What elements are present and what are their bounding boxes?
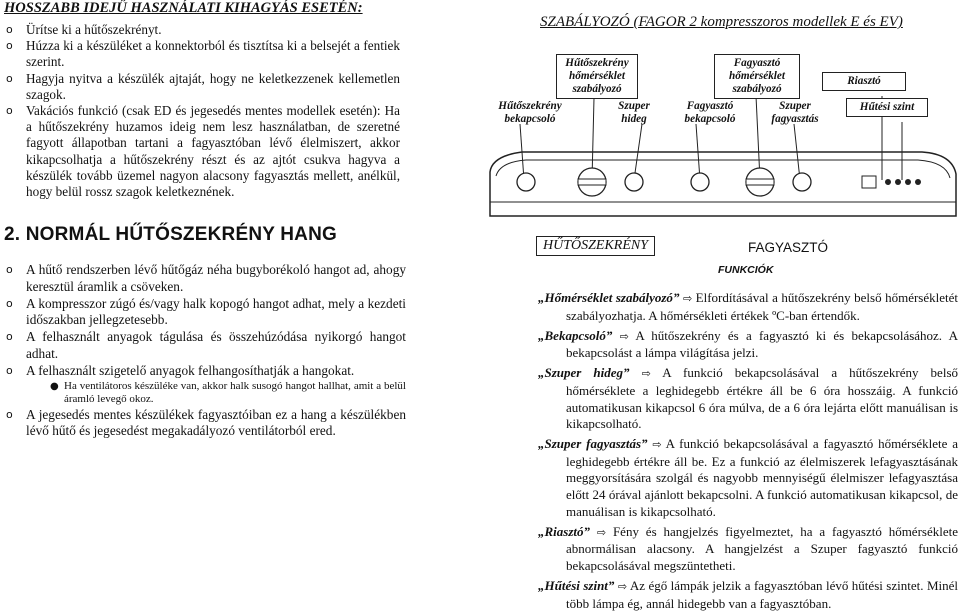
fridge-heading: HŰTŐSZEKRÉNY <box>536 236 655 256</box>
freezer-heading: FAGYASZTÓ <box>748 240 829 255</box>
list-item: o A kompresszor zúgó és/vagy halk kopogó hangot adhat, mely a kezdeti időszakban jellegzetesebb. <box>6 295 406 328</box>
label-super-freeze: Szuper fagyasztás <box>771 100 819 125</box>
arrow-right-icon: ⇨ <box>652 438 662 452</box>
dot-bullet-icon: ● <box>50 380 59 392</box>
ring-bullet-icon: o <box>6 39 13 53</box>
arrow-right-icon: ⇨ <box>682 292 693 305</box>
list-item: o A hűtő rendszerben lévő hűtőgáz néha bugyborékoló hangot ad, ahogy keresztül áramlik a csöveken. <box>6 262 406 294</box>
label-cooling-level: Hűtési szint <box>846 98 928 117</box>
ring-bullet-icon: o <box>6 263 13 276</box>
arrow-right-icon: ⇨ <box>596 525 607 539</box>
function-term: „Hűtési szint” <box>538 578 615 593</box>
list-item: o A felhasznált szigetelő anyagok felhangosíthatják a hangokat. ● Ha ventilátoros készüléke van, akkor halk susogó hangot hallhat, amit a belül áramló levegő okoz. <box>6 362 406 406</box>
controller-title: SZABÁLYOZÓ (FAGOR 2 kompresszoros modellek E és EV) <box>540 14 903 30</box>
label-fridge-switch: Hűtőszekrény bekapcsoló <box>498 100 562 125</box>
list-item: o Húzza ki a készüléket a konnektorból és tisztítsa ki a belsejét a fentiek szerint. <box>6 38 400 70</box>
function-item: „Szuper hideg” ⇨ A funkció bekapcsolásával a hűtőszekrény belső hőmérséklete a leghidegebb értékre áll be 6 óra hosszáig. A funkció automatikusan kikapcsol 6 óra múlva, de a 6 óra lejárta előtt manuálisan is kikapcsolható. <box>538 365 958 432</box>
function-item: „Hőmérséklet szabályozó” ⇨ Elfordításával a hűtőszekrény belső hőmérsékletét szabályozhatja. A hőmérsékleti értékek ºC-ban értendők. <box>538 290 958 323</box>
list-item: o Hagyja nyitva a készülék ajtaját, hogy ne keletkezzenek kellemetlen szagok. <box>6 70 400 102</box>
function-term: „Szuper hideg” <box>538 365 630 381</box>
ring-bullet-icon: o <box>6 104 13 118</box>
function-item: „Bekapcsoló” ⇨ A hűtőszekrény és a fagyasztó ki és bekapcsolásához. A bekapcsolást a lámpa világítása jelzi. <box>538 327 958 361</box>
page-heading: HOSSZABB IDEJŰ HASZNÁLATI KIHAGYÁS ESETÉN: <box>4 0 363 16</box>
ring-bullet-icon: o <box>6 296 13 310</box>
arrow-right-icon: ⇨ <box>617 580 628 593</box>
function-term: „Hőmérséklet szabályozó” <box>538 290 680 305</box>
list-item: o A jegesedés mentes készülékek fagyasztóiban ez a hang a készülékben lévő hűtő és jegesedést megakadályozó ventilátorból ered. <box>6 406 406 439</box>
sub-list <box>26 380 406 407</box>
ring-bullet-icon: o <box>6 71 13 85</box>
label-freezer-thermostat: Fagyasztó hőmérséklet szabályozó <box>714 54 800 99</box>
label-fridge-thermostat: Hűtőszekrény hőmérséklet szabályozó <box>556 54 638 99</box>
function-term: „Riasztó” <box>538 523 591 539</box>
label-super-cool: Szuper hideg <box>618 100 650 125</box>
list-item: o Ürítse ki a hűtőszekrényt. <box>6 22 162 37</box>
function-term: „Szuper fagyasztás” <box>538 436 648 452</box>
ring-bullet-icon: o <box>6 23 13 36</box>
function-item: „Riasztó” ⇨ Fény és hangjelzés figyelmeztet, ha a fagyasztó hőmérséklete abnormálisan alacsony. A hangjelzést a Szuper fagyasztó funkció bekapcsolásával megszüntetheti. <box>538 523 958 573</box>
label-freezer-switch: Fagyasztó bekapcsoló <box>684 100 736 125</box>
functions-heading: FUNKCIÓK <box>718 264 774 276</box>
label-alarm: Riasztó <box>822 72 906 91</box>
function-item: „Szuper fagyasztás” ⇨ A funkció bekapcsolásával a fagyasztó hőmérséklete a leghidegebb értékre áll be. Ez a funkció az élelmiszerek lefagyasztásának meggyorsítására szolgál és nagyobb mennyiségű élelmiszer lefagyasztása előtt 24 órával ajánlott bekapcsolni. A funkció automatikusan kikapcsol, de manuálisan is kikapcsolható. <box>538 436 958 519</box>
ring-bullet-icon: o <box>6 330 13 344</box>
function-term: „Bekapcsoló” <box>538 327 613 343</box>
function-item: „Hűtési szint” ⇨ Az égő lámpák jelzik a fagyasztóban lévő hűtési szintet. Minél több lámpa ég, annál hidegebb van a fagyasztóban. <box>538 578 958 611</box>
ring-bullet-icon: o <box>6 363 13 377</box>
arrow-right-icon: ⇨ <box>619 329 629 343</box>
sub-list-item: ● Ha ventilátoros készüléke van, akkor halk susogó hangot hallhat, amit a belül áramló levegő okoz. <box>50 379 406 406</box>
list-item: o A felhasznált anyagok tágulása és összehúzódása nyikorgó hangot adhat. <box>6 329 406 361</box>
storage-list <box>4 22 400 200</box>
arrow-right-icon: ⇨ <box>641 367 651 381</box>
functions-list <box>538 290 958 616</box>
ring-bullet-icon: o <box>6 407 13 421</box>
list-item: o Vakációs funkció (csak ED és jegesedés mentes modellek esetén): Ha a hűtőszekrény huzamos ideig nem lesz használatban, de szeretné fagyott állapotban tartani a fagyasztóban lévő élelmiszert, akkor kikapcsolhatja a hűtőszekrény részt és az ajtót csukva hagyva a készülék tovább üzemel nagyon alacsony fagyasztás mellett, anélkül, hogy belül rossz szagok keletkeznének. <box>6 103 400 200</box>
sound-list <box>4 262 406 440</box>
section-heading: 2. NORMÁL HŰTŐSZEKRÉNY HANG <box>4 224 338 245</box>
